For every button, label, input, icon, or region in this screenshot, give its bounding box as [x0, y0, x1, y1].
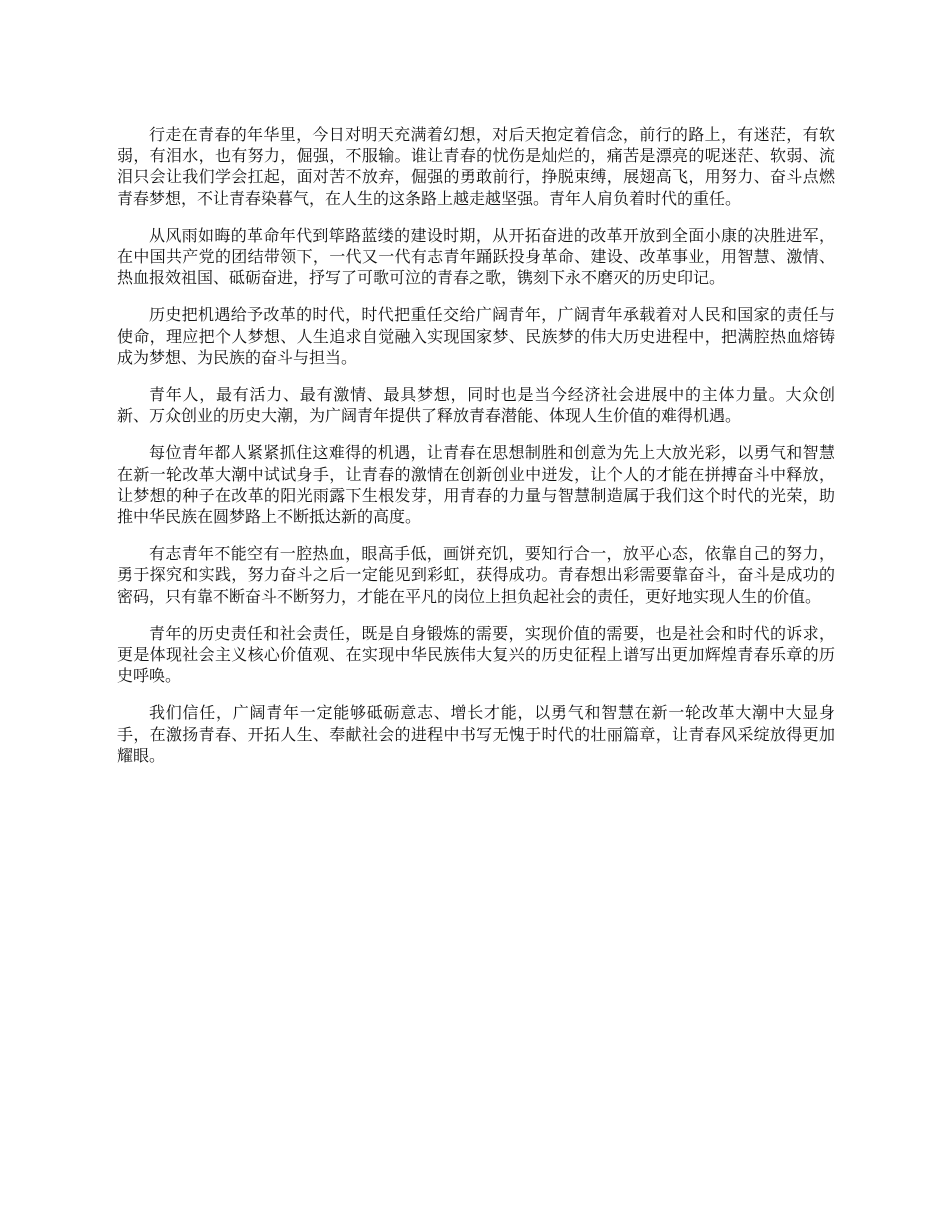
paragraph-3: 历史把机遇给予改革的时代，时代把重任交给广阔青年，广阔青年承载着对人民和国家的责任与使命，理应把个人梦想、人生追求自觉融入实现国家梦、民族梦的伟大历史进程中，把满腔热血熔铸成为梦想、为民族的奋斗与担当。 [117, 305, 835, 367]
paragraph-1: 行走在青春的年华里，今日对明天充满着幻想，对后天抱定着信念，前行的路上，有迷茫，有软弱，有泪水，也有努力，倔强，不服输。谁让青春的忧伤是灿烂的，痛苦是漂亮的呢迷茫、软弱、流泪只会让我们学会扛起，面对苦不放弃，倔强的勇敢前行，挣脱束缚，展翅高飞，用努力、奋斗点燃青春梦想，不让青春染暮气，在人生的这条路上越走越坚强。青年人肩负着时代的重任。 [117, 125, 835, 208]
paragraph-8: 我们信任，广阔青年一定能够砥砺意志、增长才能，以勇气和智慧在新一轮改革大潮中大显身手，在激扬青春、开拓人生、奉献社会的进程中书写无愧于时代的壮丽篇章，让青春风采绽放得更加耀眼。 [117, 703, 835, 765]
paragraph-2: 从风雨如晦的革命年代到筚路蓝缕的建设时期，从开拓奋进的改革开放到全面小康的决胜进军，在中国共产党的团结带领下，一代又一代有志青年踊跃投身革命、建设、改革事业，用智慧、激情、热血报效祖国、砥砺奋进，抒写了可歌可泣的青春之歌，镌刻下永不磨灭的历史印记。 [117, 225, 835, 288]
paragraph-6: 有志青年不能空有一腔热血，眼高手低，画饼充饥，要知行合一，放平心态，依靠自己的努力，勇于探究和实践，努力奋斗之后一定能见到彩虹，获得成功。青春想出彩需要靠奋斗，奋斗是成功的密码，只有靠不断奋斗不断努力，才能在平凡的岗位上担负起社会的责任，更好地实现人生的价值。 [117, 544, 835, 606]
document-body [117, 124, 835, 766]
paragraph-5: 每位青年都人紧紧抓住这难得的机遇，让青春在思想制胜和创意为先上大放光彩，以勇气和智慧在新一轮改革大潮中试试身手，让青春的激情在创新创业中迸发，让个人的才能在拼搏奋斗中释放，让梦想的种子在改革的阳光雨露下生根发芽，用青春的力量与智慧制造属于我们这个时代的光荣，助推中华民族在圆梦路上不断抵达新的高度。 [117, 443, 835, 527]
paragraph-7: 青年的历史责任和社会责任，既是自身锻炼的需要，实现价值的需要，也是社会和时代的诉求，更是体现社会主义核心价值观、在实现中华民族伟大复兴的历史征程上谱写出更加辉煌青春乐章的历史呼唤。 [117, 623, 835, 686]
paragraph-4: 青年人，最有活力、最有激情、最具梦想，同时也是当今经济社会进展中的主体力量。大众创新、万众创业的历史大潮，为广阔青年提供了释放青春潜能、体现人生价值的难得机遇。 [117, 385, 835, 426]
